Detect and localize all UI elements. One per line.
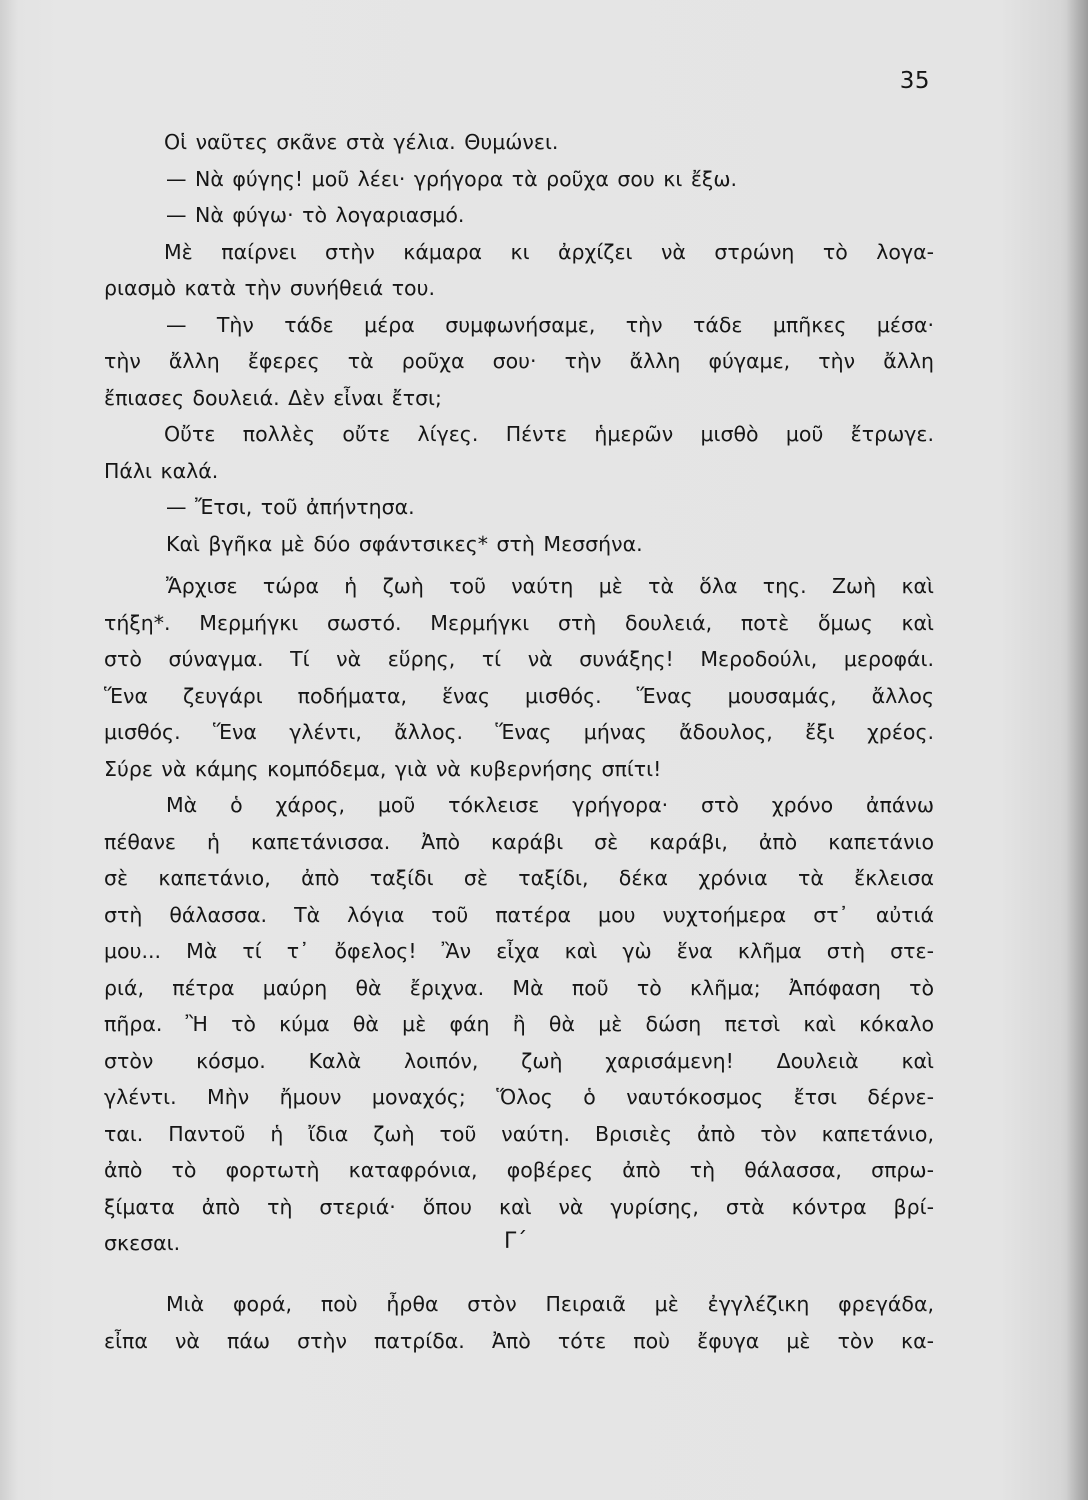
text-line: τήξη*. Μερμήγκι σωστό. Μερμήγκι στὴ δουλειά, ποτὲ ὅμως καὶ: [104, 610, 934, 635]
text-line: Μὲ παίρνει στὴν κάμαρα κι ἀρχίζει νὰ στρώνη τὸ λογα-: [164, 239, 934, 264]
text-line: πῆρα. Ἢ τὸ κύμα θὰ μὲ φάη ἢ θὰ μὲ δώση πετσὶ καὶ κόκαλο: [104, 1012, 934, 1036]
text-line: Οἱ ναῦτες σκᾶνε στὰ γέλια. Θυμώνει.: [164, 130, 559, 154]
text-line: εἶπα νὰ πάω στὴν πατρίδα. Ἀπὸ τότε ποὺ ἔφυγα μὲ τὸν κα-: [104, 1328, 934, 1353]
paragraph-block-3: [104, 1286, 934, 1359]
text-line: Μὰ ὁ χάρος, μοῦ τόκλεισε γρήγορα· στὸ χρόνο ἀπάνω: [166, 793, 934, 817]
page-edge-shadow: [1066, 0, 1088, 1500]
text-line: πέθανε ἡ καπετάνισσα. Ἀπὸ καράβι σὲ καράβι, ἀπὸ καπετάνιο: [104, 829, 934, 854]
text-line: — Νὰ φύγης! μοῦ λέει· γρήγορα τὰ ροῦχα σου κι ἔξω.: [166, 166, 738, 191]
text-line: Καὶ βγῆκα μὲ δύο σφάντσικες* στὴ Μεσσήνα.: [166, 531, 643, 556]
text-line: μου... Μὰ τί τ᾽ ὄφελος! Ἂν εἶχα καὶ γὼ ἕνα κλῆμα στὴ στε-: [104, 939, 934, 963]
text-line: μισθός. Ἕνα γλέντι, ἄλλος. Ἕνας μήνας ἄδουλος, ἔξι χρέος.: [104, 720, 934, 744]
text-line: ἔπιασες δουλειά. Δὲν εἶναι ἔτσι;: [104, 385, 442, 410]
section-heading: Γ΄: [504, 1229, 528, 1254]
text-line: ται. Παντοῦ ἡ ἴδια ζωὴ τοῦ ναύτη. Βρισιὲς ἀπὸ τὸν καπετάνιο,: [104, 1121, 934, 1146]
text-line: Ἕνα ζευγάρι ποδήματα, ἕνας μισθός. Ἕνας μουσαμάς, ἄλλος: [104, 683, 934, 708]
text-line: σκεσαι.: [104, 1231, 181, 1255]
text-line: σὲ καπετάνιο, ἀπὸ ταξίδι σὲ ταξίδι, δέκα χρόνια τὰ ἔκλεισα: [104, 866, 934, 890]
text-line: ριά, πέτρα μαύρη θὰ ἔριχνα. Μὰ ποῦ τὸ κλῆμα; Ἀπόφαση τὸ: [104, 975, 934, 1000]
page-number: 35: [899, 68, 930, 94]
text-line: — Ἔτσι, τοῦ ἀπήντησα.: [166, 495, 415, 519]
text-line: γλέντι. Μὴν ἤμουν μοναχός; Ὅλος ὁ ναυτόκοσμος ἔτσι δέρνε-: [104, 1085, 934, 1109]
text-line: ξίματα ἀπὸ τὴ στεριά· ὅπου καὶ νὰ γυρίσης, στὰ κόντρα βρί-: [104, 1194, 934, 1219]
text-line: — Τὴν τάδε μέρα συμφωνήσαμε, τὴν τάδε μπῆκες μέσα·: [166, 312, 934, 337]
text-line: Ἄρχισε τώρα ἡ ζωὴ τοῦ ναύτη μὲ τὰ ὅλα της. Ζωὴ καὶ: [166, 574, 934, 598]
text-line: τὴν ἄλλη ἔφερες τὰ ροῦχα σου· τὴν ἄλλη φύγαμε, τὴν ἄλλη: [104, 349, 934, 373]
text-line: Οὔτε πολλὲς οὔτε λίγες. Πέντε ἡμερῶν μισθὸ μοῦ ἔτρωγε.: [164, 422, 934, 446]
text-line: Μιὰ φορά, ποὺ ἦρθα στὸν Πειραιᾶ μὲ ἐγγλέζικη φρεγάδα,: [166, 1292, 934, 1316]
text-line: — Νὰ φύγω· τὸ λογαριασμό.: [166, 203, 465, 227]
paragraph-block-1: [104, 124, 934, 562]
text-line: Σύρε νὰ κάμης κομπόδεμα, γιὰ νὰ κυβερνήσης σπίτι!: [104, 756, 662, 781]
text-line: Πάλι καλά.: [104, 458, 219, 483]
text-line: στὸ σύναγμα. Τί νὰ εὕρης, τί νὰ συνάξης! Μεροδούλι, μεροφάι.: [104, 647, 934, 671]
text-line: ριασμὸ κατὰ τὴν συνήθειά του.: [104, 276, 435, 300]
text-line: στὸν κόσμο. Καλὰ λοιπόν, ζωὴ χαρισάμενη! Δουλειὰ καὶ: [104, 1048, 934, 1073]
text-line: στὴ θάλασσα. Τὰ λόγια τοῦ πατέρα μου νυχτοήμερα στ᾽ αὐτιά: [104, 902, 934, 927]
text-line: ἀπὸ τὸ φορτωτὴ καταφρόνια, φοβέρες ἀπὸ τὴ θάλασσα, σπρω-: [104, 1158, 934, 1182]
paragraph-block-2: [104, 568, 934, 1262]
